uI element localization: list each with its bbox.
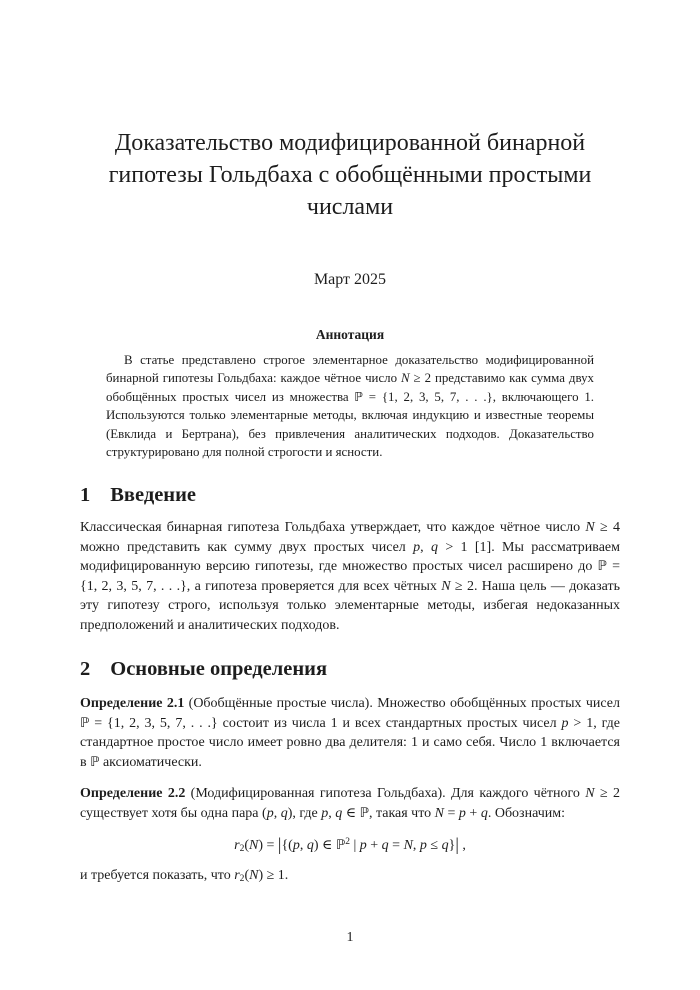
post-formula-text: и требуется показать, что r2(N) ≥ 1. [80,868,289,885]
definition-label: Определение 2.2 [80,786,186,802]
display-formula: r2(N) = |{(p, q) ∈ ℙ$^2$ | p + q = N, p ≤ q}| , [234,834,466,855]
definition-note: (Модифицированная гипотеза Гольдбаха). [185,786,451,802]
section-number: 1 [80,484,91,507]
section-title: Введение [110,484,197,507]
definition-body: Множество обобщённых простых чисел ℙ = {1, 2, 3, 5, 7, . . .} состоит из числа 1 и всех стандартных простых чисел p > 1, где стандартное простое число имеет ровно два делителя: 1 и само себя. Число 1 включается в ℙ аксиоматически. [80,696,621,770]
abstract-text: В статье представлено строгое элементарное доказательство модифицированной бинарной гипотезы Гольдбаха: каждое чётное число N ≥ 2 представимо как сумма двух обобщённых простых чисел из множества ℙ = {1, 2, 3, 5, 7, . . .}, включающего 1. Используются только элементарные методы, включая индукцию и известные теоремы (Евклида и Бертрана), без привлечения аналитических подходов. Доказательство структурировано для полной строгости и ясности. [106,353,594,460]
section-title: Основные определения [110,658,328,681]
page-number: 1 [346,930,354,945]
definition-note: (Обобщённые простые числа). [184,696,378,712]
paper-date: Март 2025 [313,271,387,288]
section-heading-introduction [80,483,620,508]
definition-2-2 [80,784,620,823]
definition-body: Для каждого чётного N ≥ 2 существует хотя бы одна пара (p, q), где p, q ∈ ℙ, такая что N = p + q. Обозначим: [80,786,620,821]
definition-2-1 [80,694,620,772]
section-heading-definitions [80,657,620,682]
abstract-heading: Аннотация [315,327,385,342]
introduction-paragraph: Классическая бинарная гипотеза Гольдбаха утверждает, что каждое чётное число N ≥ 4 можно представить как сумму двух простых чисел p, q > 1 [1]. Мы рассматриваем модифицированную версию гипотезы, где множество простых чисел расширено до ℙ = {1, 2, 3, 5, 7, . . .}, а гипотеза проверяется для всех чётных N ≥ 2. Наша цель — доказать эту гипотезу строго, используя только элементарные методы, избегая недоказанных предположений и аналитических подходов. [80,520,621,633]
section-number: 2 [80,658,91,681]
definition-label: Определение 2.1 [80,696,185,712]
paper-title: Доказательство модифицированной бинарной гипотезы Гольдбаха с обобщёнными простыми числами [108,130,592,220]
